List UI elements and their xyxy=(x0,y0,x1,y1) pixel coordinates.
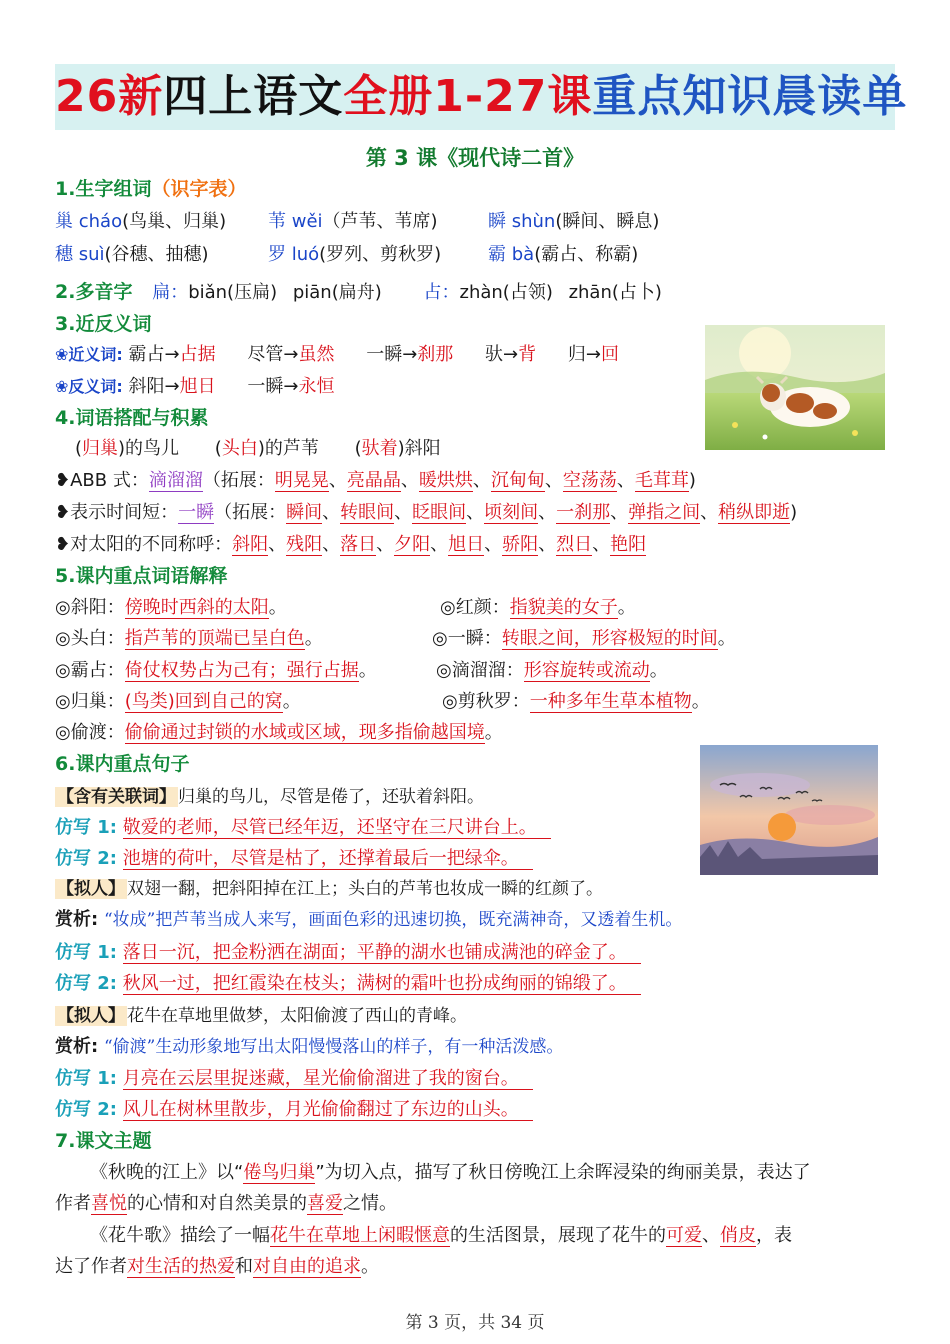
imitation-3: 仿写 1: 落日一沉，把金粉洒在湖面；平静的湖水也铺成满池的碎金了。 xyxy=(55,940,641,966)
section-5-heading: 5.课内重点词语解释 xyxy=(55,565,228,587)
title-part-2: 四上语文 xyxy=(163,71,344,122)
definition-item: ◎霸占：倚仗权势占为己有；强行占据。 xyxy=(55,660,377,681)
sunset-birds-illustration xyxy=(700,745,878,875)
section-6-heading: 6.课内重点句子 xyxy=(55,753,190,775)
vocab-item: 罗 luó(罗列、剪秋罗) xyxy=(268,244,442,265)
definition-item: ◎剪秋罗：一种多年生草本植物。 xyxy=(442,691,710,712)
definition-item: ◎头白：指芦苇的顶端已呈白色。 xyxy=(55,628,323,649)
theme-paragraph-1-line-1: 《秋晚的江上》以“倦鸟归巢”为切入点，描写了秋日傍晚江上余晖浸染的绚丽美景，表达了 xyxy=(90,1162,811,1183)
page-banner-title xyxy=(55,64,908,130)
vocab-item: 苇 wěi（芦苇、苇席) xyxy=(268,211,438,232)
analysis-2: 赏析: “妆成”把芦苇当成人来写，画面色彩的迅速切换，既充满神奇，又透着生机。 xyxy=(55,909,683,930)
lesson-title: 第 3 课《现代诗二首》 xyxy=(365,146,585,170)
synonym-line: ❀近义词: 霸占→占据 尽管→虽然 一瞬→刹那 驮→背 归→回 xyxy=(55,344,619,365)
imitation-6: 仿写 2: 风儿在树林里散步，月光偷偷翻过了东边的山头。 xyxy=(55,1097,533,1123)
collocation-line: (归巢)的鸟儿 (头白)的芦苇 (驮着)斜阳 xyxy=(75,438,441,459)
section-3-heading: 3.近反义词 xyxy=(55,313,152,335)
definition-item: ◎偷渡：偷偷通过封锁的水域或区域，现多指偷越国境。 xyxy=(55,722,503,743)
vocab-item: 瞬 shùn(瞬间、瞬息) xyxy=(488,211,660,232)
analysis-3: 赏析: “偷渡”生动形象地写出太阳慢慢落山的样子，有一种活泼感。 xyxy=(55,1036,564,1057)
imitation-1: 仿写 1: 敬爱的老师，尽管已经年迈，还坚守在三尺讲台上。 xyxy=(55,815,551,841)
definition-item: ◎滴溜溜：形容旋转或流动。 xyxy=(436,660,668,681)
title-part-3: 全册1-27课 xyxy=(343,71,593,122)
section-7-heading: 7.课文主题 xyxy=(55,1130,152,1152)
theme-paragraph-2-line-2: 达了作者对生活的热爱和对自由的追求。 xyxy=(55,1256,379,1277)
definition-item: ◎一瞬：转眼之间，形容极短的时间。 xyxy=(432,628,736,649)
imitation-2: 仿写 2: 池塘的荷叶，尽管是枯了，还撑着最后一把绿伞。 xyxy=(55,846,533,872)
vocab-item: 巢 cháo(鸟巢、归巢) xyxy=(55,211,227,232)
key-sentence-1: 【含有关联词】 归巢的鸟儿，尽管是倦了，还驮着斜阳。 xyxy=(57,787,484,807)
key-sentence-3: 【拟人】 花牛在草地里做梦，太阳偷渡了西山的青峰。 xyxy=(57,1006,467,1026)
cow-illustration xyxy=(705,325,885,450)
sun-names-line: ❥对太阳的不同称呼：斜阳、残阳、落日、夕阳、旭日、骄阳、烈日、艳阳 xyxy=(55,534,647,555)
title-part-1: 26新 xyxy=(55,71,164,122)
definition-item: ◎归巢：(鸟类)回到自己的窝。 xyxy=(55,691,301,712)
key-sentence-2: 【拟人】 双翅一翻，把斜阳掉在江上；头白的芦苇也妆成一瞬的红颜了。 xyxy=(57,879,603,899)
definition-item: ◎红颜：指貌美的女子。 xyxy=(440,597,636,618)
imitation-4: 仿写 2: 秋风一过，把红霞染在枝头；满树的霜叶也扮成绚丽的锦缎了。 xyxy=(55,971,641,997)
vocab-item: 霸 bà(霸占、称霸) xyxy=(488,244,639,265)
theme-paragraph-1-line-2: 作者喜悦的心情和对自然美景的喜爱之情。 xyxy=(55,1193,397,1214)
section-1-heading: 1.生字组词（识字表） xyxy=(55,178,247,200)
vocab-item: 穗 suì(谷穗、抽穗) xyxy=(55,244,209,265)
imitation-5: 仿写 1: 月亮在云层里捉迷藏，星光偷偷溜进了我的窗台。 xyxy=(55,1066,533,1092)
short-time-line: ❥表示时间短：一瞬（拓展：瞬间、转眼间、眨眼间、顷刻间、一刹那、弹指之间、稍纵即逝) xyxy=(55,502,798,523)
definition-item: ◎斜阳：傍晚时西斜的太阳。 xyxy=(55,597,287,618)
section-2-line: 2.多音字 扁：biǎn(压扁) piān(扁舟) 占：zhàn(占领) zhān(占卜) xyxy=(55,281,662,303)
theme-paragraph-2-line-1: 《花牛歌》描绘了一幅花牛在草地上闲暇惬意的生活图景，展现了花牛的可爱、俏皮，表 xyxy=(90,1225,792,1246)
abb-line: ❥ABB 式：滴溜溜（拓展：明晃晃、亮晶晶、暖烘烘、沉甸甸、空荡荡、毛茸茸) xyxy=(55,470,696,491)
antonym-line: ❀反义词: 斜阳→旭日 一瞬→永恒 xyxy=(55,376,335,397)
page-footer: 第 3 页，共 34 页 xyxy=(405,1313,545,1333)
title-part-4: 重点知识晨读单 xyxy=(592,71,908,122)
section-4-heading: 4.词语搭配与积累 xyxy=(55,407,209,429)
